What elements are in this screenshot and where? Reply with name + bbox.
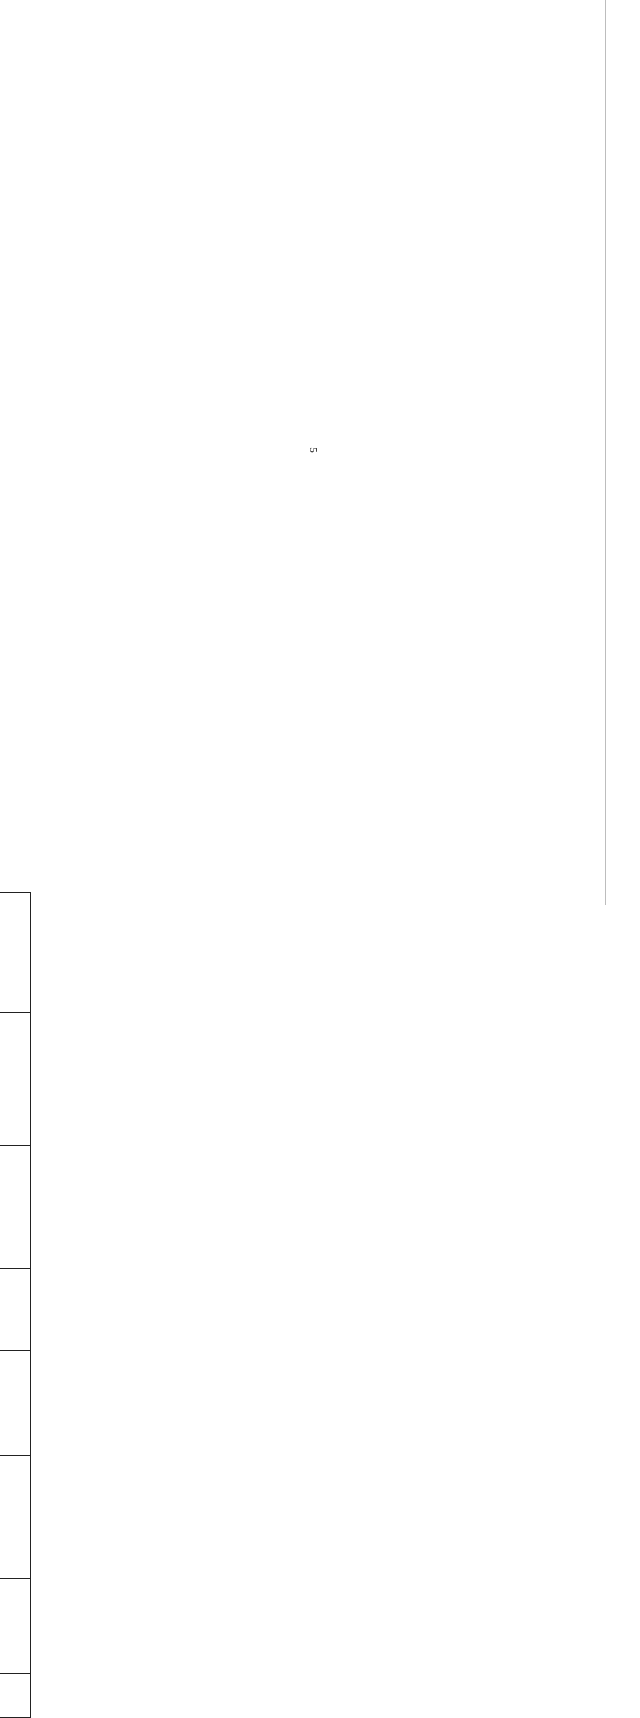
service-term: [0, 1351, 31, 1456]
table-row: [0, 893, 31, 1718]
services-table: [0, 892, 31, 1718]
page-number: 5: [306, 447, 319, 453]
service-description: [0, 1456, 31, 1579]
service-price: [0, 1269, 31, 1351]
row-number: [0, 1674, 31, 1718]
page-edge-line: [605, 0, 606, 905]
service-conditions: [0, 1146, 31, 1269]
service-name: [0, 1579, 31, 1674]
service-extra: [0, 893, 31, 1013]
service-quality: [0, 1013, 31, 1146]
